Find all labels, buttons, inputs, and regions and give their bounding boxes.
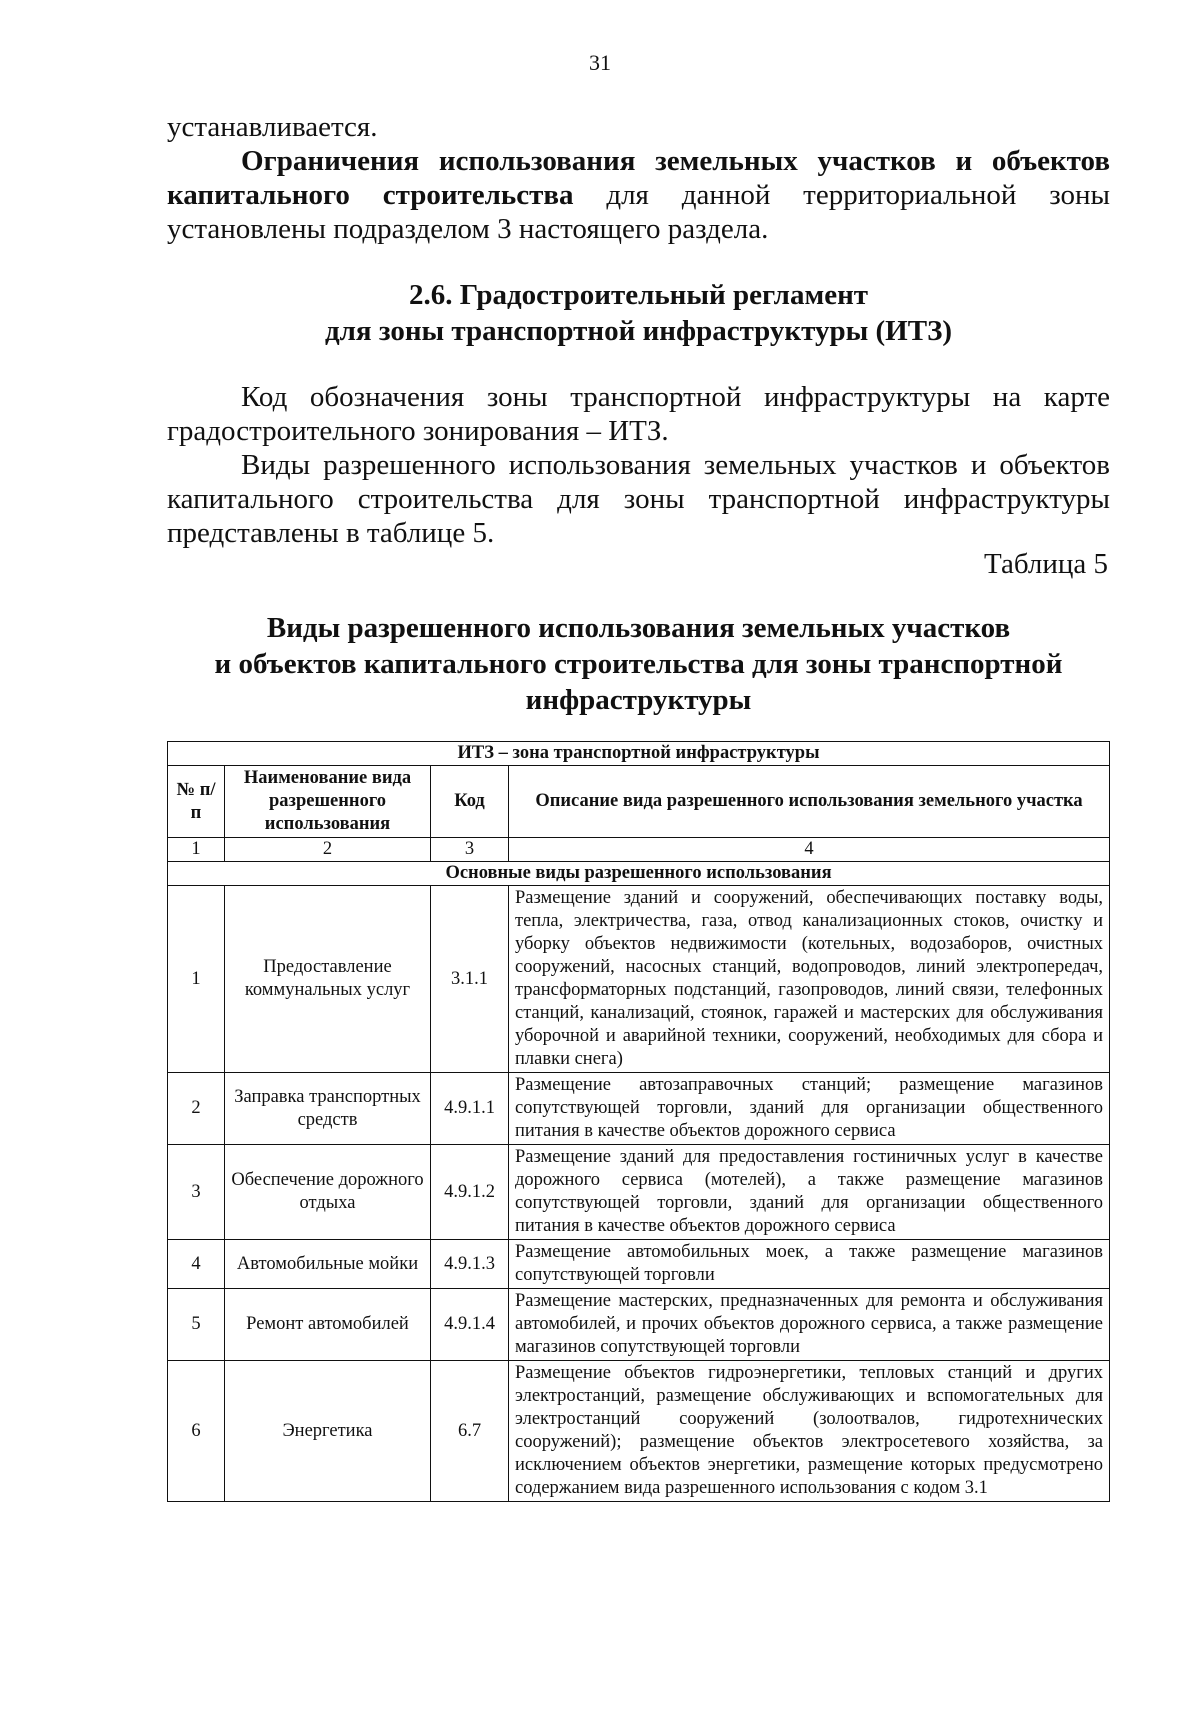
row-use-name: Ремонт автомобилей (225, 1289, 431, 1361)
table-row (168, 886, 1110, 1073)
row-number: 1 (168, 886, 225, 1073)
table-row (168, 1289, 1110, 1361)
row-use-name: Автомобильные мойки (225, 1240, 431, 1289)
row-use-name: Предоставление коммунальных услуг (225, 886, 431, 1073)
column-header-num: № п/п (168, 766, 225, 838)
section-title-line-2: для зоны транспортной инфраструктуры (ИТЗ) (324, 315, 953, 347)
table-row (168, 1361, 1110, 1502)
group-header: Основные виды разрешенного использования (168, 862, 1110, 886)
table-title (167, 610, 1110, 718)
row-number: 2 (168, 1073, 225, 1145)
table-label: Таблица 5 (983, 548, 1108, 580)
row-description: Размещение объектов гидроэнергетики, тепловых станций и других электростанций, размещение обслуживающих и вспомогательных для электростанций сооружений (золоотвалов, гидротехнических сооружений); размещение объектов электросетевого хозяйства, за исключением объектов энергетики, размещение которых предусмотрено содержанием вида разрешенного использования с кодом 3.1 (509, 1361, 1110, 1502)
row-use-name: Заправка транспортных средств (225, 1073, 431, 1145)
intro-continuation: устанавливается. (167, 111, 378, 143)
column-number: 4 (509, 838, 1110, 862)
row-code: 4.9.1.3 (431, 1240, 509, 1289)
column-number: 3 (431, 838, 509, 862)
row-description: Размещение мастерских, предназначенных для ремонта и обслуживания автомобилей, и прочих объектов дорожного сервиса, а также размещение магазинов сопутствующей торговли (509, 1289, 1110, 1361)
permitted-use-table (167, 741, 1110, 1502)
row-code: 4.9.1.2 (431, 1145, 509, 1240)
column-header-name: Наименование вида разрешенного использования (225, 766, 431, 838)
zone-header: ИТЗ – зона транспортной инфраструктуры (168, 742, 1110, 766)
section-title (167, 277, 1110, 349)
code-designation-paragraph: Код обозначения зоны транспортной инфраструктуры на карте градостроительного зонирования – ИТЗ. (167, 381, 1110, 447)
column-header-code: Код (431, 766, 509, 838)
row-number: 6 (168, 1361, 225, 1502)
row-number: 3 (168, 1145, 225, 1240)
row-number: 5 (168, 1289, 225, 1361)
section-title-line-1: 2.6. Градостроительный регламент (408, 279, 869, 311)
page-number: 31 (589, 50, 611, 75)
row-description: Размещение зданий для предоставления гостиничных услуг в качестве дорожного сервиса (мотелей), а также размещение магазинов сопутствующей торговли, зданий для организации общественного питания в качестве объектов дорожного сервиса (509, 1145, 1110, 1240)
table-title-line-1: Виды разрешенного использования земельных участков (266, 612, 1011, 644)
table-zone-header-row (168, 742, 1110, 766)
table-title-line-2: и объектов капитального строительства для зоны транспортной (214, 648, 1063, 680)
row-code: 4.9.1.4 (431, 1289, 509, 1361)
row-code: 6.7 (431, 1361, 509, 1502)
row-code: 3.1.1 (431, 886, 509, 1073)
row-description: Размещение автозаправочных станций; размещение магазинов сопутствующей торговли, зданий для организации общественного питания в качестве объектов дорожного сервиса (509, 1073, 1110, 1145)
table-column-number-row (168, 838, 1110, 862)
column-number: 2 (225, 838, 431, 862)
row-use-name: Обеспечение дорожного отдыха (225, 1145, 431, 1240)
table-row (168, 1240, 1110, 1289)
table-column-header-row (168, 766, 1110, 838)
row-description: Размещение автомобильных моек, а также размещение магазинов сопутствующей торговли (509, 1240, 1110, 1289)
row-code: 4.9.1.1 (431, 1073, 509, 1145)
restriction-rest: для данной территориальной зоны установлены подразделом 3 настоящего раздела. (167, 179, 1110, 245)
table-row (168, 1073, 1110, 1145)
restriction-paragraph (167, 144, 1110, 246)
restriction-bold: Ограничения использования земельных участков и объектов капитального строительства (167, 145, 1110, 211)
row-number: 4 (168, 1240, 225, 1289)
table-row (168, 1145, 1110, 1240)
column-number: 1 (168, 838, 225, 862)
permitted-types-paragraph: Виды разрешенного использования земельных участков и объектов капитального строительства для зоны транспортной инфраструктуры представлены в таблице 5. (167, 449, 1110, 549)
row-use-name: Энергетика (225, 1361, 431, 1502)
row-description: Размещение зданий и сооружений, обеспечивающих поставку воды, тепла, электричества, газа, отвод канализационных стоков, очистку и уборку объектов недвижимости (котельных, водозаборов, очистных сооружений, насосных станций, водопроводов, линий электропередач, трансформаторных подстанций, газопроводов, линий связи, телефонных станций, канализаций, стоянок, гаражей и мастерских для обслуживания уборочной и аварийной техники, сооружений, необходимых для сбора и плавки снега) (509, 886, 1110, 1073)
table-group-header-row (168, 862, 1110, 886)
column-header-description: Описание вида разрешенного использования земельного участка (509, 766, 1110, 838)
table-title-line-3: инфраструктуры (525, 684, 752, 716)
